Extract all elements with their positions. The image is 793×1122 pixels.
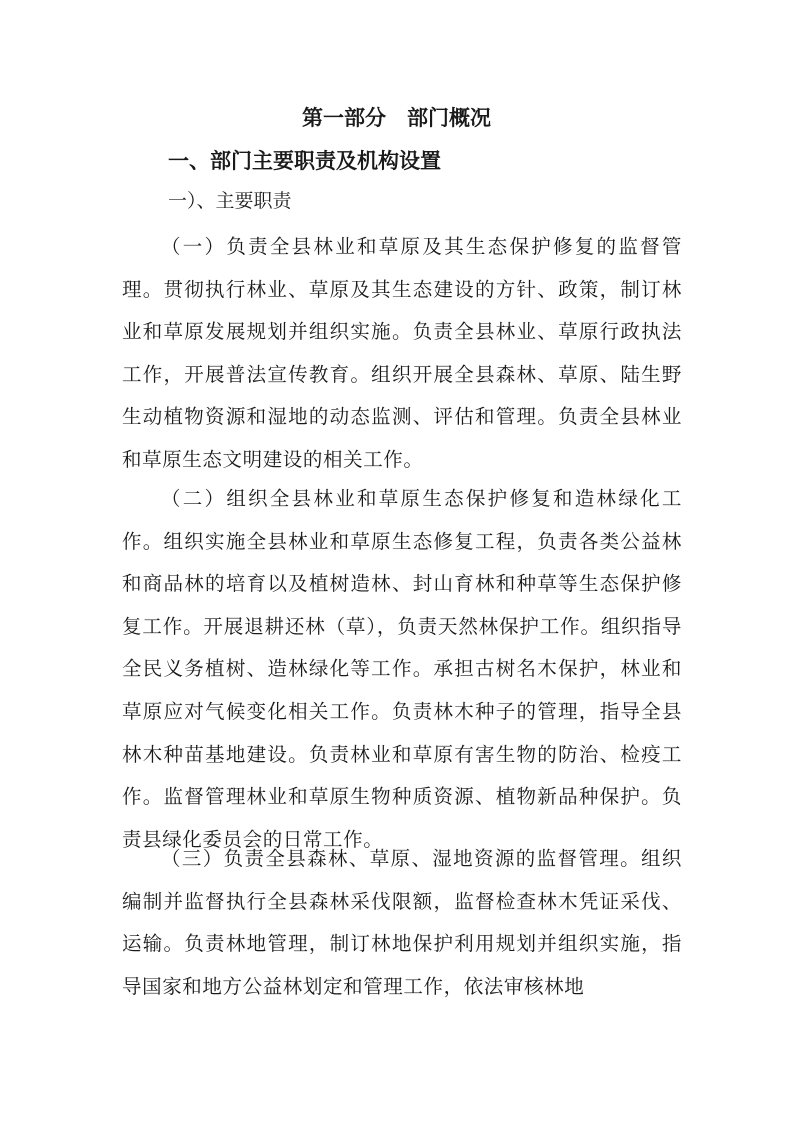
paragraph-duty-3: （三）负责全县森林、草原、湿地资源的监督管理。组织编制并监督执行全县森林采伐限额，监督检查林木凭证采伐、运输。负责林地管理，制订林地保护利用规划并组织实施，指导国家和地方公益林划定和管理工作，依法审核林地 xyxy=(122,847,682,998)
paragraph-duty-1: （一）负责全县林业和草原及其生态保护修复的监督管理。贯彻执行林业、草原及其生态建设的方针、政策，制订林业和草原发展规划并组织实施。负责全县林业、草原行政执法工作，开展普法宣传教育。组织开展全县森林、草原、陆生野生动植物资源和湿地的动态监测、评估和管理。负责全县林业和草原生态文明建设的相关工作。 xyxy=(122,235,682,471)
page-title: 第一部分 部门概况 xyxy=(302,105,491,130)
subsection-heading: 一）、主要职责 xyxy=(168,190,292,212)
paragraph-duty-2: （二）组织全县林业和草原生态保护修复和造林绿化工作。组织实施全县林业和草原生态修复工程，负责各类公益林和商品林的培育以及植树造林、封山育林和种草等生态保护修复工作。开展退耕还林（草），负责天然林保护工作。组织指导全民义务植树、造林绿化等工作。承担古树名木保护，林业和草原应对气候变化相关工作。负责林木种子的管理，指导全县林木种苗基地建设。负责林业和草原有害生物的防治、检疫工作。监督管理林业和草原生物种质资源、植物新品种保护。负责县绿化委员会的日常工作。 xyxy=(122,487,682,851)
section-heading: 一、部门主要职责及机构设置 xyxy=(168,148,441,173)
